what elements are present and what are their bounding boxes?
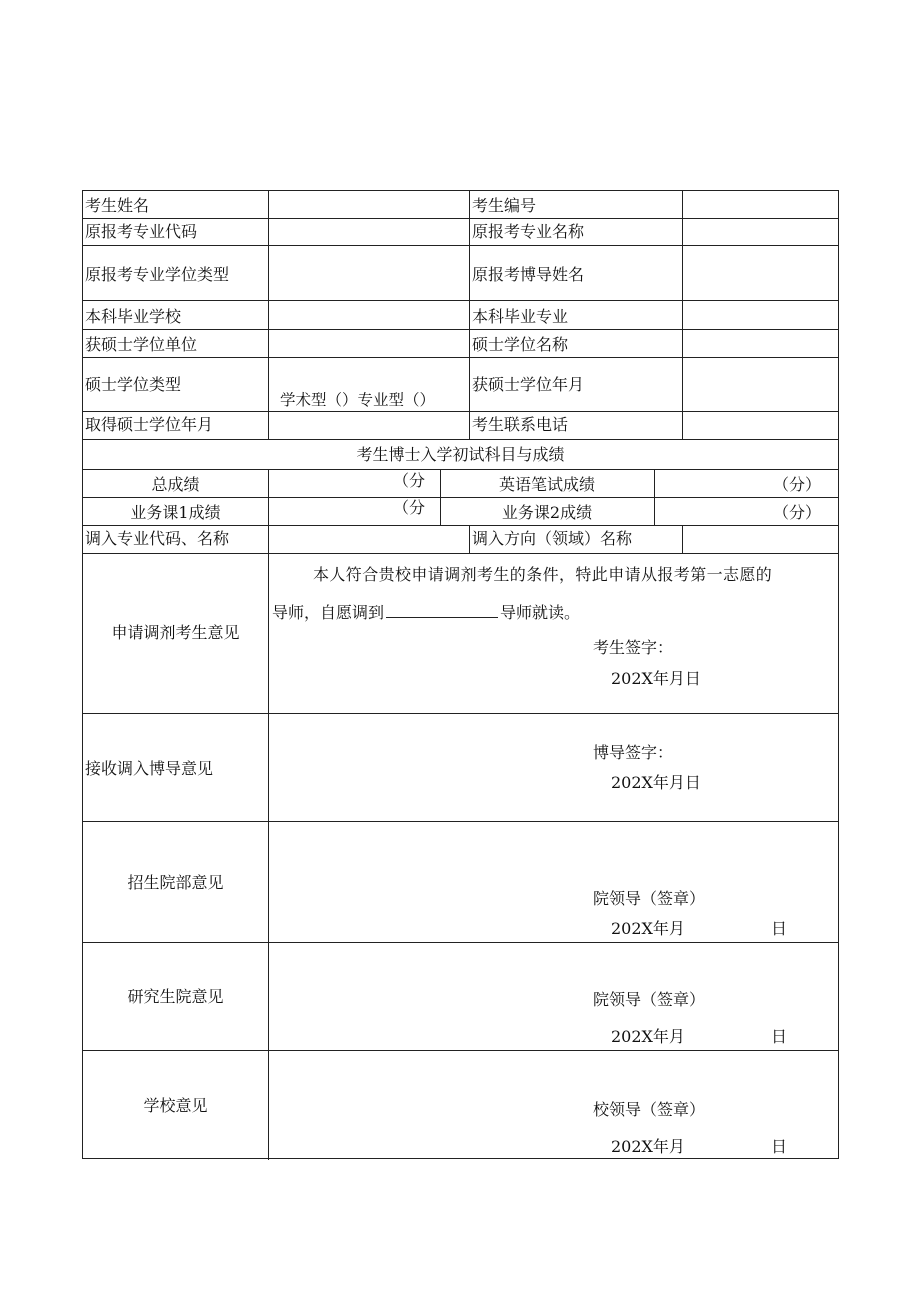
label-total-score: 总成绩 xyxy=(151,475,200,494)
col-divider xyxy=(682,191,683,439)
transfer-application-form xyxy=(82,190,839,1159)
scores-section-title: 考生博士入学初试科目与成绩 xyxy=(356,445,565,464)
row-divider xyxy=(83,1050,838,1051)
applicant-statement-part1: 导师，自愿调到 xyxy=(272,603,385,622)
row-divider xyxy=(83,329,838,330)
label-dept-opinion: 招生院部意见 xyxy=(127,873,224,892)
row-divider xyxy=(83,300,838,301)
label-master-date: 获硕士学位年月 xyxy=(472,375,585,394)
school-day: 日 xyxy=(771,1137,788,1156)
course1-score-unit: （分 xyxy=(393,498,426,517)
supervisor-signature-label: 博导签字： xyxy=(593,743,674,762)
label-transfer-major: 调入专业代码、名称 xyxy=(85,529,230,548)
row-divider xyxy=(83,497,838,498)
row-divider xyxy=(83,942,838,943)
col-divider xyxy=(469,525,470,553)
label-english-score: 英语笔试成绩 xyxy=(498,475,595,494)
row-divider xyxy=(83,439,838,440)
label-orig-supervisor: 原报考博导姓名 xyxy=(472,265,585,284)
english-score-unit: （分） xyxy=(773,475,822,494)
row-divider xyxy=(83,469,838,470)
school-date: 202X年月 xyxy=(611,1137,685,1156)
col-divider xyxy=(268,191,269,439)
label-course1-score: 业务课1成绩 xyxy=(130,503,221,522)
course2-score-unit: （分） xyxy=(773,503,822,522)
applicant-statement-line2 xyxy=(272,601,580,623)
col-divider xyxy=(469,191,470,439)
label-transfer-direction: 调入方向（领域）名称 xyxy=(472,529,633,548)
col-divider xyxy=(268,553,269,1160)
label-master-type: 硕士学位类型 xyxy=(85,375,182,394)
label-applicant-opinion: 申请调剂考生意见 xyxy=(111,623,240,642)
applicant-signature-label: 考生签字： xyxy=(593,638,674,657)
row-divider xyxy=(83,525,838,526)
row-divider xyxy=(83,553,838,554)
col-divider xyxy=(682,525,683,553)
row-divider xyxy=(83,245,838,246)
row-divider xyxy=(83,411,838,412)
master-type-options: 学术型（）专业型（） xyxy=(280,391,436,409)
supervisor-date: 202X年月日 xyxy=(611,773,701,792)
label-phone: 考生联系电话 xyxy=(472,415,569,434)
col-divider xyxy=(268,525,269,553)
row-divider xyxy=(83,357,838,358)
label-number: 考生编号 xyxy=(472,196,537,215)
row-divider xyxy=(83,713,838,714)
label-orig-major-code: 原报考专业代码 xyxy=(85,222,198,241)
label-undergrad-school: 本科毕业学校 xyxy=(85,307,182,326)
dept-signature-label: 院领导（签章） xyxy=(593,889,706,908)
supervisor-blank-line xyxy=(386,601,498,618)
applicant-date: 202X年月日 xyxy=(611,669,701,688)
label-school-opinion: 学校意见 xyxy=(143,1096,208,1115)
col-divider xyxy=(654,469,655,525)
label-master-unit: 获硕士学位单位 xyxy=(85,335,198,354)
dept-date: 202X年月 xyxy=(611,919,685,938)
label-orig-degree-type: 原报考专业学位类型 xyxy=(85,265,230,284)
applicant-statement-part2: 导师就读。 xyxy=(500,603,581,622)
school-signature-label: 校领导（签章） xyxy=(593,1100,706,1119)
col-divider xyxy=(268,469,269,525)
label-supervisor-opinion: 接收调入博导意见 xyxy=(85,759,214,778)
grad-signature-label: 院领导（签章） xyxy=(593,990,706,1009)
label-course2-score: 业务课2成绩 xyxy=(501,503,593,522)
applicant-statement-line1: 本人符合贵校申请调剂考生的条件，特此申请从报考第一志愿的 xyxy=(313,565,773,584)
row-divider xyxy=(83,218,838,219)
label-master-name: 硕士学位名称 xyxy=(472,335,569,354)
dept-day: 日 xyxy=(771,919,788,938)
grad-date: 202X年月 xyxy=(611,1027,685,1046)
label-grad-opinion: 研究生院意见 xyxy=(127,987,224,1006)
grad-day: 日 xyxy=(771,1027,788,1046)
label-undergrad-major: 本科毕业专业 xyxy=(472,307,569,326)
label-orig-major-name: 原报考专业名称 xyxy=(472,222,585,241)
row-divider xyxy=(83,821,838,822)
label-name: 考生姓名 xyxy=(85,196,150,215)
label-master-obtain-date: 取得硕士学位年月 xyxy=(85,415,214,434)
total-score-unit: （分 xyxy=(393,471,426,490)
